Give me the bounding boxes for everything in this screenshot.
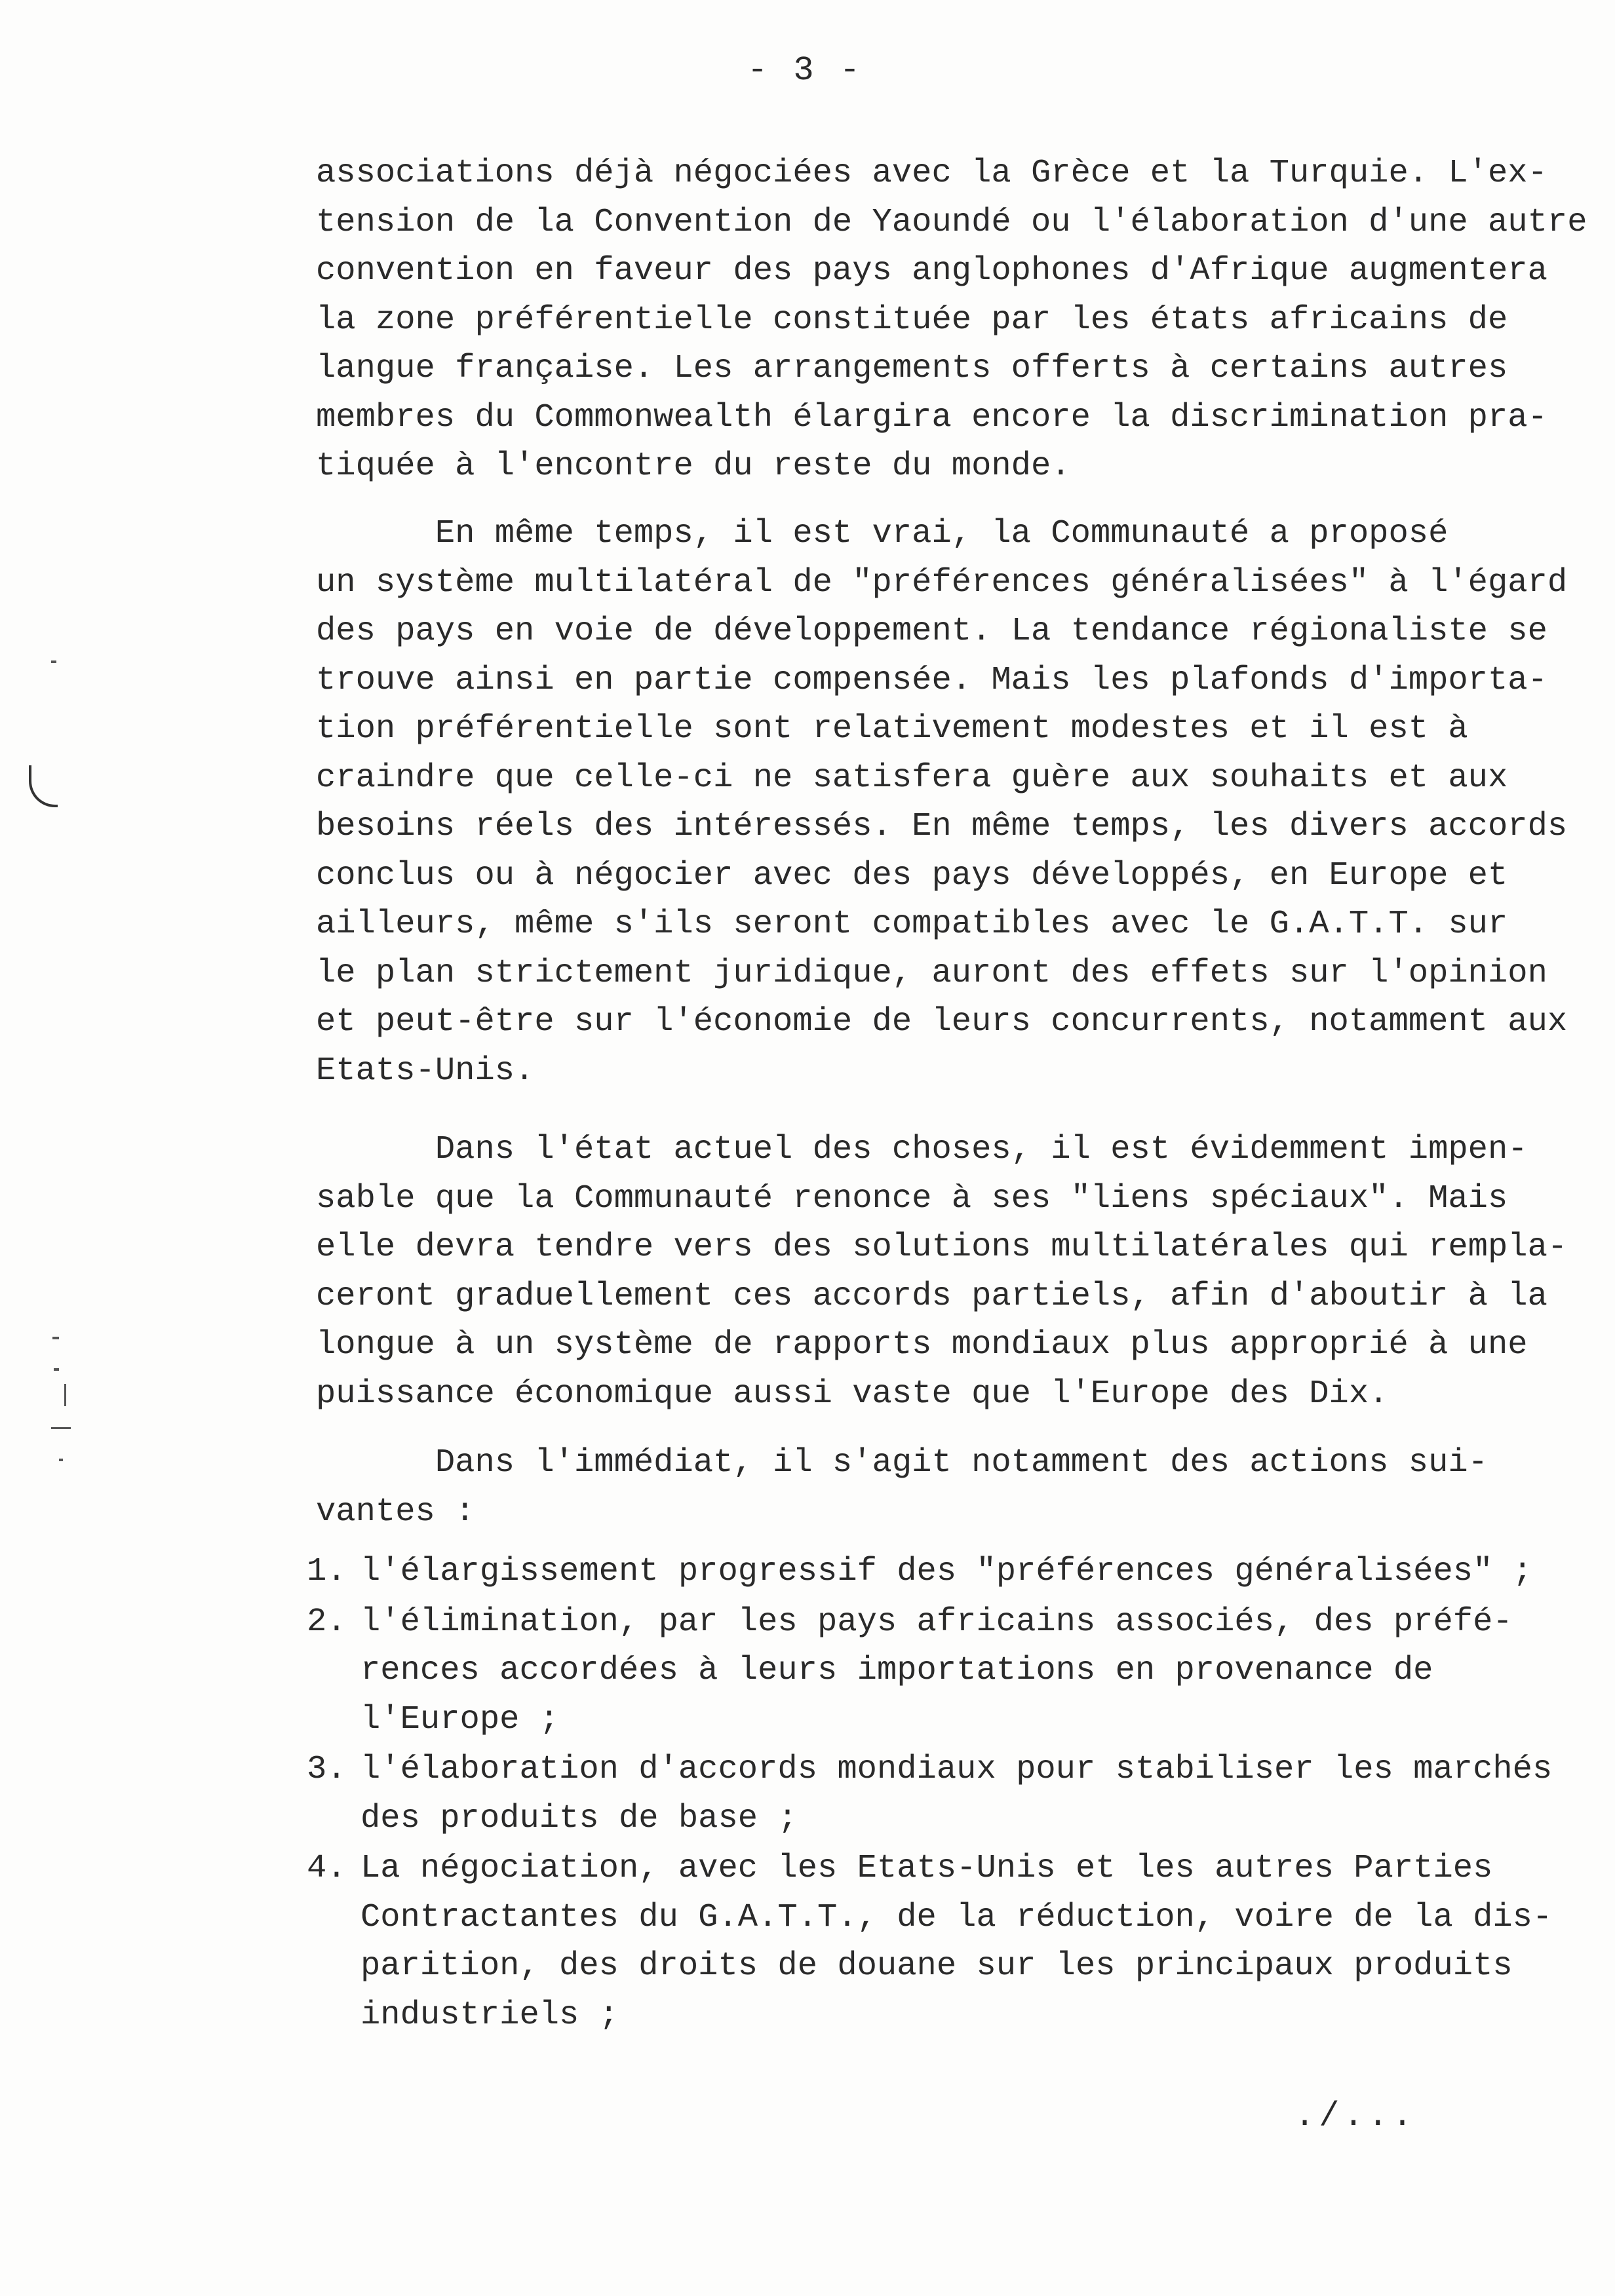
text-line: parition, des droits de douane sur les principaux produits [360,1947,1513,1985]
list-item-number: 1. [307,1553,347,1590]
text-line: trouve ainsi en partie compensée. Mais les plafonds d'importa- [316,661,1547,699]
text-line: des produits de base ; [360,1799,798,1837]
text-line: Dans l'état actuel des choses, il est évidemment impen- [316,1131,1528,1168]
text-line: des pays en voie de développement. La tendance régionaliste se [316,613,1547,650]
scan-mark [54,1368,59,1371]
text-line: la zone préférentielle constituée par les états africains de [316,301,1508,339]
list-item-number: 2. [307,1603,347,1641]
list-item-number: 3. [307,1751,347,1788]
text-line: et peut-être sur l'économie de leurs concurrents, notamment aux [316,1003,1568,1041]
text-line: ceront graduellement ces accords partiels, afin d'aboutir à la [316,1277,1547,1315]
text-line: elle devra tendre vers des solutions multilatérales qui rempla- [316,1229,1568,1266]
text-line: En même temps, il est vrai, la Communauté a proposé [316,515,1449,552]
text-line: l'élaboration d'accords mondiaux pour stabiliser les marchés [360,1751,1553,1788]
text-line: l'élimination, par les pays africains associés, des préfé- [360,1603,1513,1641]
text-line: tiquée à l'encontre du reste du monde. [316,448,1071,485]
scan-mark [59,1459,63,1461]
text-line: Contractantes du G.A.T.T., de la réduction, voire de la dis- [360,1898,1553,1936]
text-line: besoins réels des intéressés. En même temps, les divers accords [316,808,1568,845]
list-item-text [360,1746,1552,1843]
scan-mark [64,1384,66,1406]
text-line: vantes : [316,1493,475,1531]
text-line: Etats-Unis. [316,1052,535,1090]
action-list [307,1548,1591,2041]
text-line: l'élargissement progressif des "préférences généralisées" ; [360,1553,1532,1590]
text-line: membres du Commonwealth élargira encore la discrimination pra- [316,398,1547,436]
continuation-mark: ./... [1294,2097,1417,2135]
text-line: conclus ou à négocier avec des pays développés, en Europe et [316,856,1508,894]
paragraph-3 [316,1126,1581,1419]
scan-mark [29,765,58,807]
list-item-number: 4. [307,1850,347,1887]
list-item-text [360,1845,1552,2040]
paragraph-2 [316,510,1581,1096]
text-line: le plan strictement juridique, auront des effets sur l'opinion [316,954,1547,992]
list-item-text [360,1548,1532,1597]
text-line: sable que la Communauté renonce à ses "liens spéciaux". Mais [316,1179,1508,1217]
list-item [307,1598,1591,1745]
text-line: craindre que celle-ci ne satisfera guère aux souhaits et aux [316,759,1508,797]
text-line: tension de la Convention de Yaoundé ou l'élaboration d'une autre [316,203,1587,241]
text-line: La négociation, avec les Etats-Unis et les autres Parties [360,1850,1493,1887]
scan-mark [51,660,56,663]
list-item [307,1548,1591,1597]
text-line: tion préférentielle sont relativement modestes et il est à [316,710,1468,748]
paragraph-1 [316,149,1587,491]
text-line: industriels ; [360,1996,619,2034]
text-line: rences accordées à leurs importations en provenance de [360,1652,1433,1689]
text-line: langue française. Les arrangements offerts à certains autres [316,350,1508,387]
text-line: Dans l'immédiat, il s'agit notamment des actions sui- [316,1444,1488,1482]
list-item-text [360,1598,1513,1745]
list-item [307,1746,1591,1843]
page-number: - 3 - [747,51,863,90]
text-line: longue à un système de rapports mondiaux plus approprié à une [316,1326,1528,1364]
list-item [307,1845,1591,2040]
paragraph-4 [316,1439,1581,1537]
text-line: un système multilatéral de "préférences généralisées" à l'égard [316,564,1568,602]
text-line: ailleurs, même s'ils seront compatibles avec le G.A.T.T. sur [316,906,1508,943]
text-line: puissance économique aussi vaste que l'Europe des Dix. [316,1375,1389,1413]
text-line: convention en faveur des pays anglophones d'Afrique augmentera [316,252,1547,290]
scan-mark [52,1337,59,1339]
text-line: associations déjà négociées avec la Grèce et la Turquie. L'ex- [316,155,1547,192]
scan-mark [51,1427,71,1429]
text-line: l'Europe ; [360,1700,560,1738]
